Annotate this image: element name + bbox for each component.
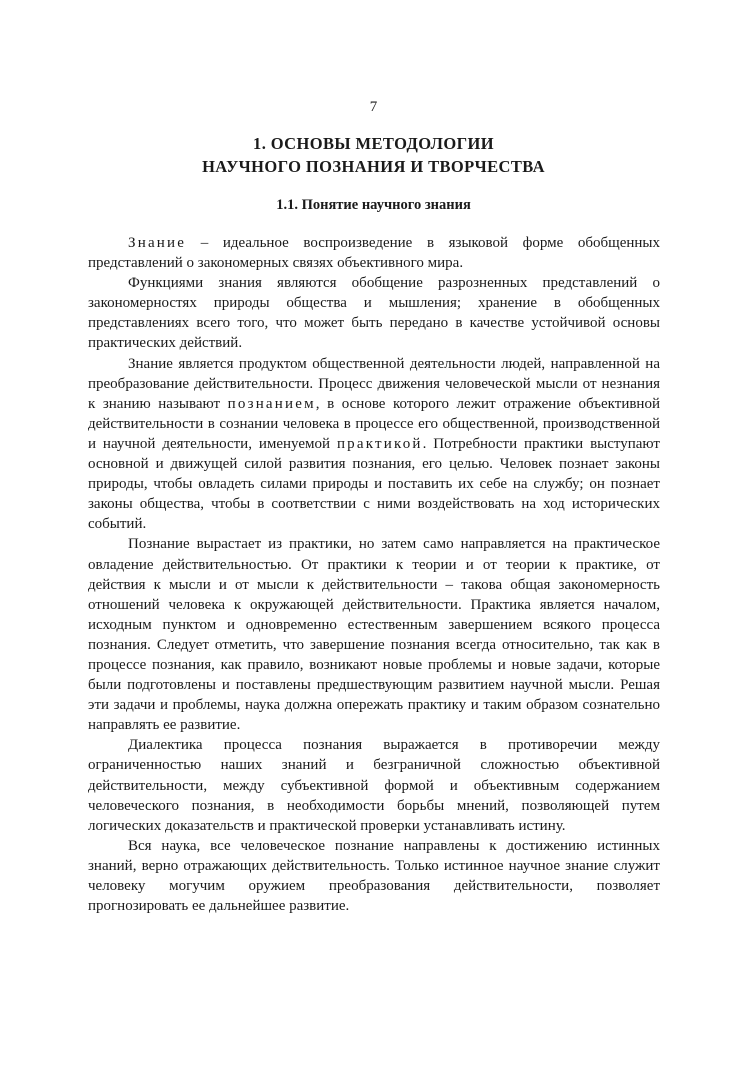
page-number: 7 xyxy=(369,99,378,115)
section-title: 1.1. Понятие научного знания xyxy=(276,197,471,213)
paragraph-1 xyxy=(88,233,660,273)
chapter-title-line-2: НАУЧНОГО ПОЗНАНИЯ И ТВОРЧЕСТВА xyxy=(202,157,545,176)
paragraph-3-part-3: . Потребности практики выступают основной и движущей силой развития познания, его целью. Человек познает законы природы, чтобы овладеть силами природы и поставить их себе на службу; он познает законы общества, чтобы в соответствии с ними воздействовать на ход исторических событий. xyxy=(88,435,660,533)
chapter-title xyxy=(60,132,687,178)
paragraph-2: Функциями знания являются обобщение разрозненных представлений о закономерностях природы общества и мышления; хранение в обобщенных представлениях всего того, что может быть передано в качестве устойчивой основы практических действий. xyxy=(88,275,660,352)
term-poznanie: познанием xyxy=(227,395,316,412)
paragraph-3 xyxy=(88,354,660,535)
term-praktika: практикой xyxy=(336,435,423,452)
term-znanie: Знание xyxy=(128,235,187,251)
paragraph-3-part-1: Знание является продуктом общественной деятельности людей, направленной на преобразование действительности. Процесс движения человеческой мысли от незнания к знанию называют xyxy=(88,355,660,412)
chapter-title-line-1: 1. ОСНОВЫ МЕТОДОЛОГИИ xyxy=(253,134,494,153)
paragraph-6: Вся наука, все человеческое познание направлены к достижению истинных знаний, верно отражающих действительность. Только истинное научное знание служит человеку могучим оружием преобразования действительности, позволяет прогнозировать ее дальнейшее развитие. xyxy=(88,837,660,915)
paragraph-1-text: – идеальное воспроизведение в языковой форме обобщенных представлений о закономерных связях объективного мира. xyxy=(88,235,660,272)
paragraph-5: Диалектика процесса познания выражается в противоречии между ограниченностью наших знаний и безграничной сложностью объективной действительности, между субъективной формой и объективным содержанием человеческого познания, в необходимости борьбы мнений, позволяющей путем логических доказательств и практической проверки устанавливать истину. xyxy=(88,737,660,834)
body-text xyxy=(88,233,660,916)
paragraph-4: Познание вырастает из практики, но затем само направляется на практическое овладение действительностью. От практики к теории и от теории к практике, от действия к мысли и от мысли к действительности – такова общая закономерность отношений человека к окружающей действительности. Практика является началом, исходным пунктом и одновременно естественным завершением всякого процесса познания. Следует отметить, что завершение познания всегда относительно, так как в процессе познания, как правило, возникают новые проблемы и новые задачи, которые были подготовлены и поставлены предшествующим развитием научной мысли. Решая эти задачи и проблемы, наука должна опережать практику и таким образом сознательно направлять ее развитие. xyxy=(88,536,660,734)
paragraph-3-part-2: , в основе которого лежит отражение объективной действительности в сознании человека в процессе его общественной, производственной и научной деятельности, именуемой xyxy=(88,395,660,452)
